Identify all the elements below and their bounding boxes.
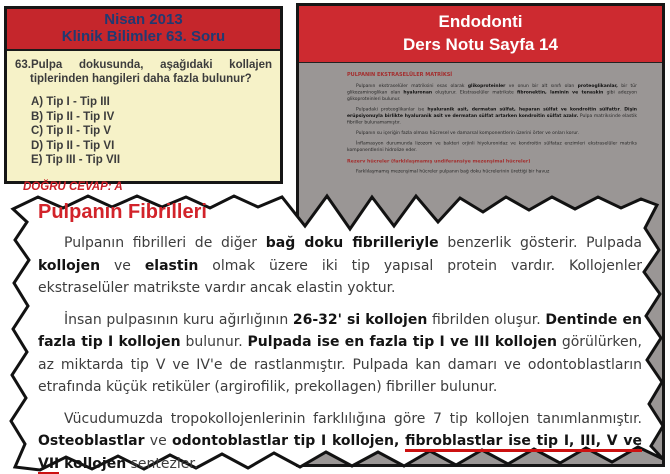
answer-option-b: B) Tip II - Tip IV: [31, 110, 115, 123]
paper-paragraph: Pulpanın fibrilleri de diğer bağ doku fibrilleriyle benzerlik gösterir. Pulpada kollojen ve elastin olmak üzere iki tip yapısal protein vardır. Kollojenler ekstraselüler matrikste vardır ancak elastin yoktur.: [38, 235, 642, 296]
note-paragraph: Pulpanın ekstraselüler matriksini esas olarak glikoproteinler ve onun bir alt sınıfı olan proteoglikanlar, bir tür glikozaminoglikan olan hyaluronan oluşturur. Ekstraselüler matrikste fibronektin, laminin ve tenaskin gibi adezyon glikoproteinleri bulunur.: [347, 83, 638, 102]
lecture-note-header-line2: Ders Notu Sayfa 14: [403, 35, 558, 54]
lecture-note-header-line1: Endodonti: [438, 12, 523, 31]
answer-option-e: E) Tip III - Tip VII: [31, 154, 121, 166]
answer-option-d: D) Tip II - Tip VI: [31, 139, 115, 152]
paper-title: Pulpanın Fibrilleri: [38, 201, 207, 223]
note-paragraph: Farklılaşmamış mezenşimal hücreler pulpanın bağ doku hücrelerinin ürettiği bir havuz: [356, 169, 550, 174]
note-paragraph: Pulpanın su içeriğin fazla olması hücresel ve damarsal komponentlerin üzerini örter ve onları korur.: [356, 130, 580, 136]
paper-paragraph: İnsan pulpasının kuru ağırlığının 26-32' si kollojen fibrilden oluşur. Dentinde en fazla tip I kollojen bulunur. Pulpada ise en fazla tip I ve III kollojen görülürken, az miktarda tip V ve IV'e de rastlanmıştır. Pulpada kan damarı ve odontoblastların etrafında küçük retiküler (argirofilik, prekollagen) fibriller bulunur.: [38, 311, 642, 395]
paper-paragraph: Vücudumuzda tropokollojenlerinin farklılığına göre 7 tip kollojen tanımlanmıştır. Osteoblastlar ve odontoblastlar tip I kollojen, fibroblastlar ise tip I, III, V ve VII kollojen sentezler.: [38, 408, 642, 474]
paper-callout: [38, 201, 642, 474]
question-card-header-line1: Nisan 2013: [104, 11, 183, 28]
correct-answer-label: DOĞRU CEVAP: A: [23, 180, 123, 193]
note-paragraph: İnflamasyon durumunda lizozom ve bakteri orjinli hiyoluronidaz ve kondroitin sülfataz enzimleri ekstraselüler matriks komponentlerini hidrolize eder.: [347, 141, 637, 153]
note-subsection-title: Rezerv hücreler (farklılaşmamış undiferansiye mezenşimal hücreler): [347, 158, 531, 164]
question-card-header-line2: Klinik Bilimler 63. Soru: [61, 28, 226, 45]
note-section-title: PULPANIN EKSTRASELÜLER MATRİKSİ: [347, 72, 453, 78]
answer-option-c: C) Tip II - Tip V: [31, 125, 112, 137]
question-text: 63.Pulpa dokusunda, aşağıdaki kollajen tiplerinden hangileri daha fazla bulunur?: [15, 59, 272, 85]
note-paragraph: Pulpadaki proteoglikanlar ise hyaluranik asit, dermatan sülfat, heparan sülfat ve kondroitin sülfattır. Dişin erüpsiyonuyla birlikte hyaluranik asit ve dermatan sülfat artarken kondroitin sülfat azalır. Pulpa matriksinde elastik fibriller bulunamamıştır.: [347, 107, 637, 125]
answer-option-a: A) Tip I - Tip III: [31, 96, 110, 108]
